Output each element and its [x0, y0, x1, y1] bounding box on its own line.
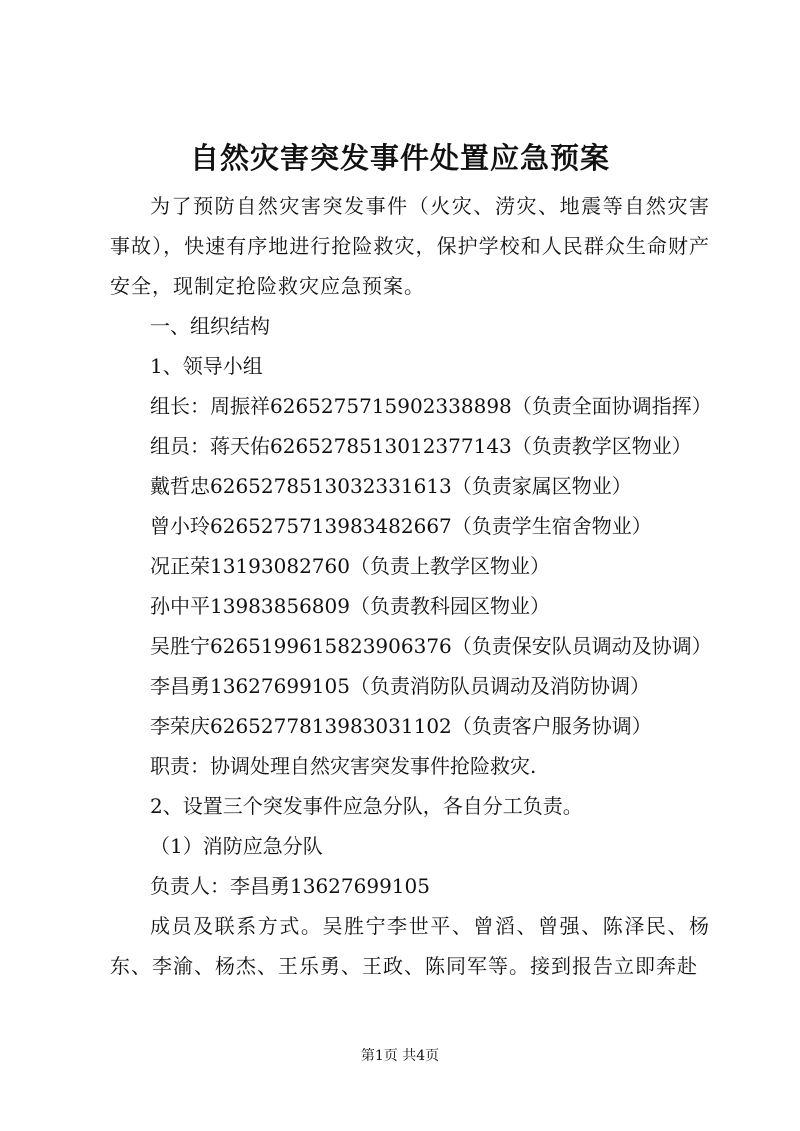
member-line: 李荣庆6265277813983031102（负责客户服务协调）	[150, 714, 652, 738]
leader-line: 组长：周振祥6265275715902338898（负责全面协调指挥）	[150, 394, 712, 418]
section-heading: 一、组织结构	[150, 314, 270, 338]
member-line: 吴胜宁6265199615823906376（负责保安队员调动及协调）	[150, 634, 712, 658]
team-lead-line: 负责人：李昌勇13627699105	[150, 874, 430, 898]
subsection-heading: 2、设置三个突发事件应急分队，各自分工负责。	[150, 794, 583, 818]
duty-line: 职责：协调处理自然灾害突发事件抢险救灾.	[150, 754, 537, 778]
member-line: 李昌勇13627699105（负责消防队员调动及消防协调）	[150, 674, 650, 698]
document-title: 自然灾害突发事件处置应急预案	[189, 141, 610, 175]
member-line: 况正荣13193082760（负责上教学区物业）	[150, 554, 550, 578]
member-line: 孙中平13983856809（负责教科园区物业）	[150, 594, 550, 618]
team-members-paragraph: 成员及联系方式。吴胜宁李世平、曾滔、曾强、陈泽民、杨东、李渝、杨杰、王乐勇、王政、陈同军等。接到报告立即奔赴	[110, 914, 710, 978]
member-line: 曾小玲6265275713983482667（负责学生宿舍物业）	[150, 514, 652, 538]
member-line: 组员：蒋天佑6265278513012377143（负责教学区物业）	[150, 434, 692, 458]
page-number: 第1页 共4页	[360, 1048, 440, 1064]
member-line: 戴哲忠6265278513032331613（负责家属区物业）	[150, 474, 632, 498]
document-body	[110, 186, 710, 986]
intro-paragraph: 为了预防自然灾害突发事件（火灾、涝灾、地震等自然灾害事故），快速有序地进行抢险救灾，保护学校和人民群众生命财产安全，现制定抢险救灾应急预案。	[110, 194, 710, 298]
team-heading: （1）消防应急分队	[150, 834, 323, 858]
subsection-heading: 1、领导小组	[150, 354, 263, 378]
